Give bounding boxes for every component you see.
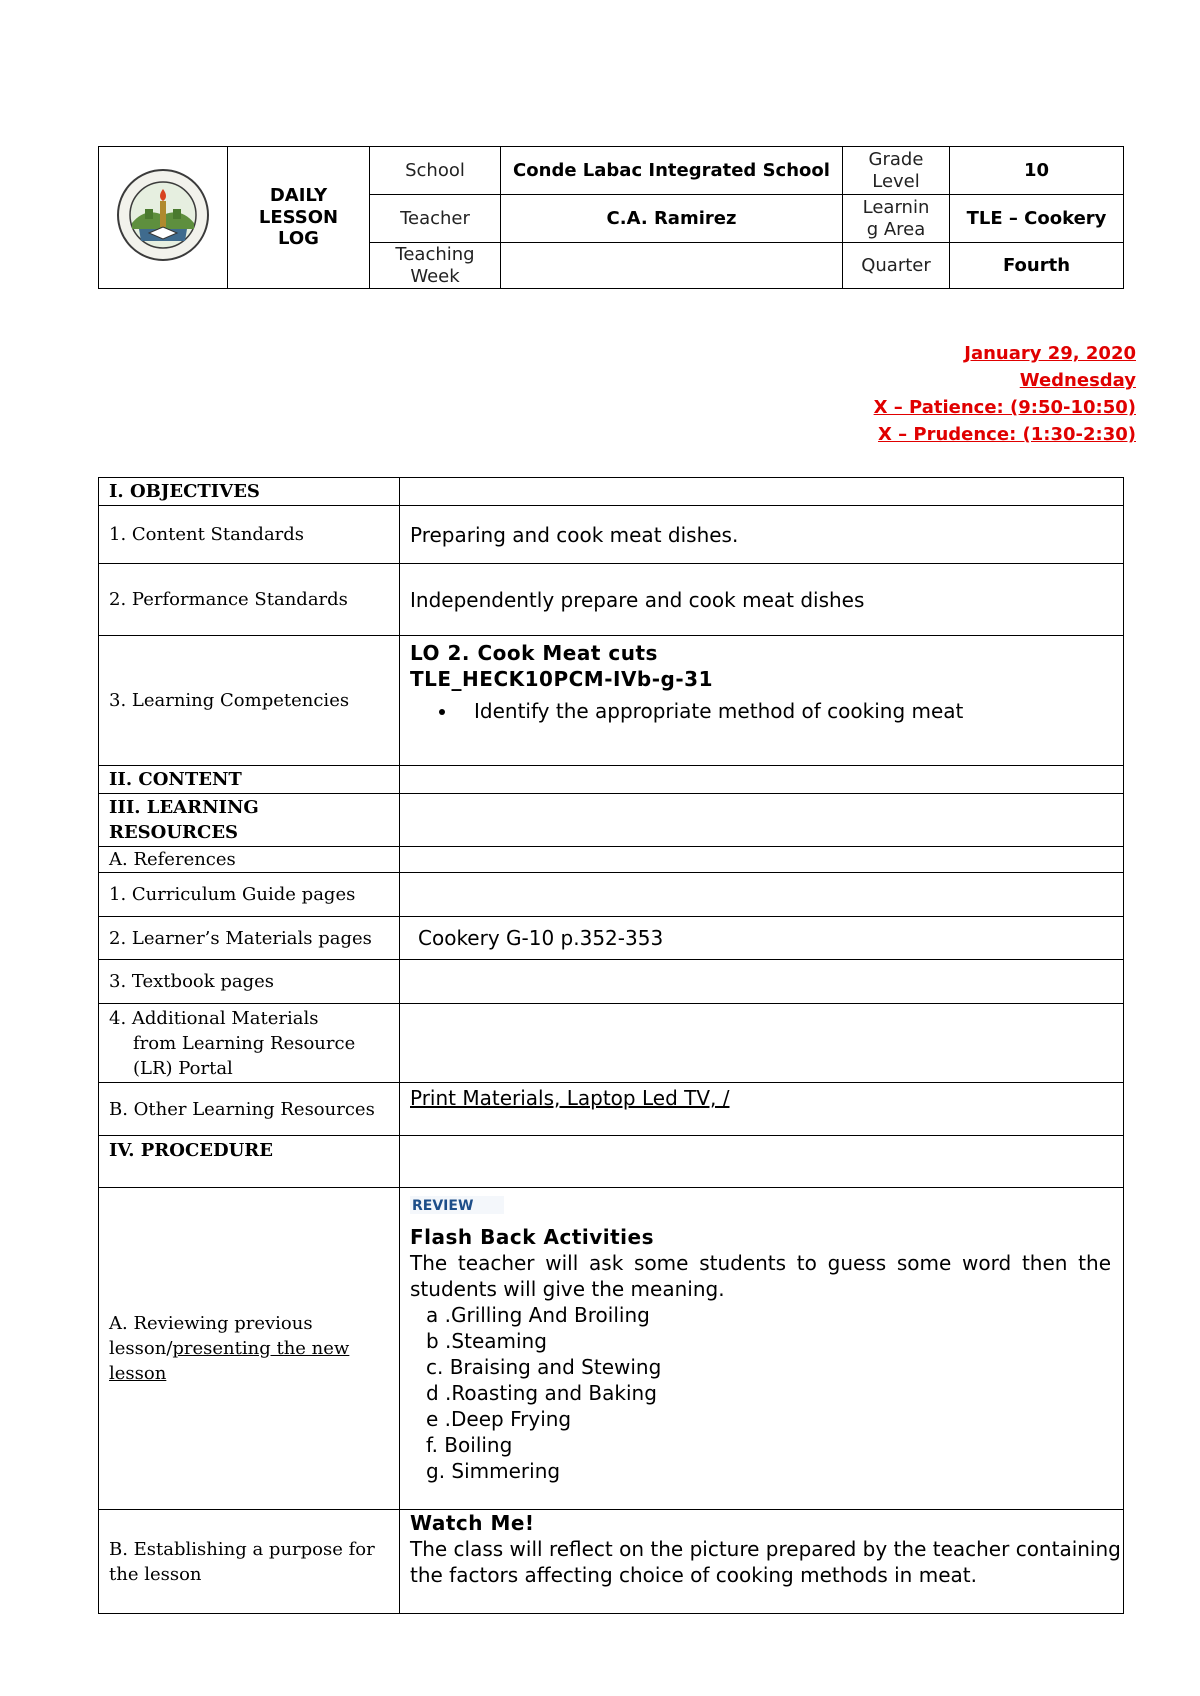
- quarter-label: Quarter: [843, 243, 950, 289]
- svg-text:REVIEW: REVIEW: [412, 1198, 474, 1214]
- flashback-options: [410, 1302, 1123, 1484]
- table-row: [99, 636, 1124, 766]
- learners-materials-label: 2. Learner’s Materials pages: [99, 917, 400, 960]
- grade-value: 10: [950, 147, 1124, 195]
- schedule-day: Wednesday: [1019, 370, 1136, 391]
- list-item: a .Grilling And Broiling: [426, 1303, 650, 1327]
- list-item: g. Simmering: [426, 1459, 561, 1483]
- school-logo-cell: [99, 147, 228, 289]
- learning-area-label: Learnin g Area: [843, 195, 950, 243]
- list-item: c. Braising and Stewing: [426, 1355, 662, 1379]
- objectives-heading: I. OBJECTIVES: [99, 478, 400, 506]
- performance-standards-value: Independently prepare and cook meat dishes: [400, 564, 1124, 636]
- schedule-section-2: X – Prudence: (1:30-2:30): [877, 424, 1136, 445]
- purpose-label: B. Establishing a purpose for the lesson: [99, 1510, 400, 1614]
- competency-bullet: • Identify the appropriate method of cooking meat: [458, 698, 1123, 724]
- list-item: f. Boiling: [426, 1433, 513, 1457]
- content-standards-value: Preparing and cook meat dishes.: [400, 506, 1124, 564]
- teaching-week-label: Teaching Week: [370, 243, 501, 289]
- content-heading: II. CONTENT: [99, 766, 400, 794]
- learning-area-value: TLE – Cookery: [950, 195, 1124, 243]
- textbook-pages-label: 3. Textbook pages: [99, 960, 400, 1004]
- procedure-heading: IV. PROCEDURE: [99, 1136, 400, 1188]
- list-item: d .Roasting and Baking: [426, 1381, 657, 1405]
- school-seal-icon: [115, 167, 211, 263]
- schedule-date: January 29, 2020: [964, 343, 1136, 364]
- lesson-table: [98, 477, 1124, 1614]
- table-row: [99, 1136, 1124, 1188]
- learners-materials-value: Cookery G-10 p.352-353: [400, 917, 1124, 960]
- table-row: [99, 794, 1124, 847]
- teacher-label: Teacher: [370, 195, 501, 243]
- table-row: [99, 1510, 1124, 1614]
- schedule-section-1: X – Patience: (9:50-10:50): [873, 397, 1136, 418]
- reviewing-label: A. Reviewing previous lesson/presenting the new lesson: [99, 1188, 400, 1510]
- grade-label: Grade Level: [843, 147, 950, 195]
- teacher-value: C.A. Ramirez: [501, 195, 843, 243]
- content-standards-label: 1. Content Standards: [99, 506, 400, 564]
- table-row: [99, 1083, 1124, 1136]
- flashback-title: Flash Back Activities: [410, 1225, 655, 1249]
- watch-text: The class will reflect on the picture prepared by the teacher containing the factors affecting choice of cooking methods in meat.: [410, 1537, 1121, 1587]
- flashback-text: The teacher will ask some students to guess some word then the students will give the meaning.: [410, 1251, 1111, 1301]
- table-row: [99, 1188, 1124, 1510]
- learning-resources-heading: III. LEARNING RESOURCES: [99, 794, 400, 847]
- curriculum-guide-label: 1. Curriculum Guide pages: [99, 873, 400, 917]
- references-label: A. References: [99, 847, 400, 873]
- table-row: [99, 506, 1124, 564]
- schedule-block: [874, 340, 1136, 448]
- purpose-content: [400, 1510, 1124, 1614]
- table-row: [99, 766, 1124, 794]
- reviewing-content: [400, 1188, 1124, 1510]
- other-resources-value: Print Materials, Laptop Led TV, /: [400, 1083, 1124, 1136]
- quarter-value: Fourth: [950, 243, 1124, 289]
- additional-materials-label: 4. Additional Materials from Learning Resource (LR) Portal: [99, 1004, 400, 1083]
- table-row: [99, 1004, 1124, 1083]
- table-row: [99, 564, 1124, 636]
- learning-competencies-value: LO 2. Cook Meat cuts TLE_HECK10PCM-IVb-g-31 • Identify the appropriate method of cooking meat: [400, 636, 1124, 766]
- school-label: School: [370, 147, 501, 195]
- teaching-week-value: [501, 243, 843, 289]
- table-row: [99, 847, 1124, 873]
- table-row: [99, 873, 1124, 917]
- table-row: [99, 478, 1124, 506]
- header-table: [98, 146, 1124, 289]
- table-row: [99, 917, 1124, 960]
- list-item: e .Deep Frying: [426, 1407, 572, 1431]
- list-item: b .Steaming: [426, 1329, 547, 1353]
- learning-competencies-label: 3. Learning Competencies: [99, 636, 400, 766]
- performance-standards-label: 2. Performance Standards: [99, 564, 400, 636]
- other-resources-label: B. Other Learning Resources: [99, 1083, 400, 1136]
- review-badge-icon: [410, 1192, 504, 1218]
- watch-title: Watch Me!: [410, 1511, 535, 1535]
- table-row: [99, 960, 1124, 1004]
- school-value: Conde Labac Integrated School: [501, 147, 843, 195]
- dll-title: DAILY LESSON LOG: [228, 147, 370, 289]
